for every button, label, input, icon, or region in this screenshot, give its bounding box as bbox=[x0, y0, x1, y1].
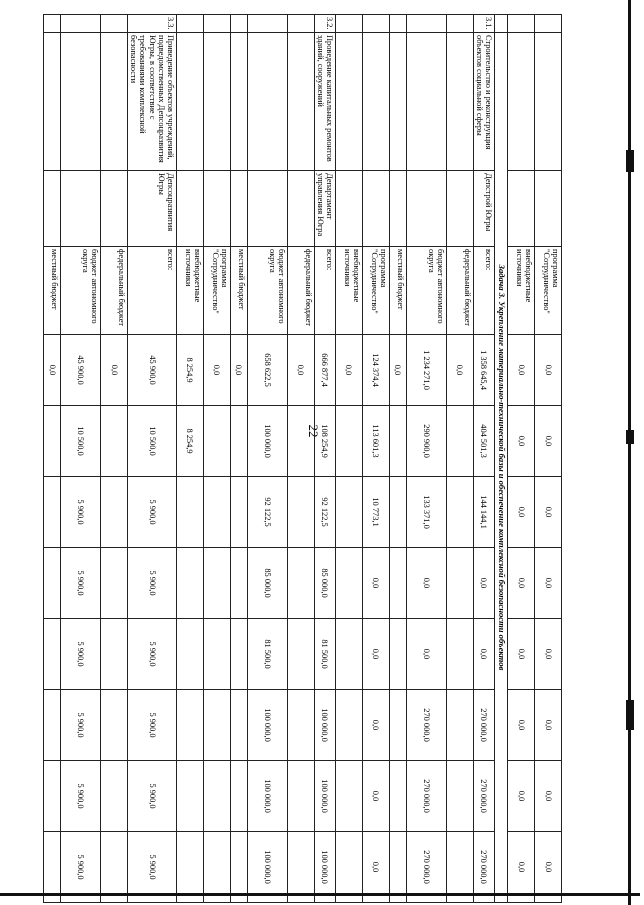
table-row bbox=[473, 15, 494, 903]
activity-name bbox=[44, 33, 61, 171]
responsible-org bbox=[230, 171, 247, 247]
amount-cell bbox=[389, 690, 406, 761]
row-number bbox=[508, 15, 535, 33]
amount-cell bbox=[287, 548, 314, 619]
amount-cell: 0,0 bbox=[508, 548, 535, 619]
amount-cell: 0,0 bbox=[362, 548, 389, 619]
amount-cell: 5 900,0 bbox=[128, 690, 176, 761]
funding-source: местный бюджет bbox=[389, 247, 406, 335]
amount-cell bbox=[44, 761, 61, 832]
row-number: 3.3. bbox=[128, 15, 176, 33]
scan-bottom-line bbox=[0, 893, 640, 896]
amount-cell bbox=[287, 761, 314, 832]
funding-source: бюджет автономного округа bbox=[406, 247, 446, 335]
amount-cell: 10 500,0 bbox=[61, 406, 101, 477]
amount-cell: 100 000,0 bbox=[314, 832, 335, 903]
activity-name bbox=[176, 33, 203, 171]
amount-cell: 100 000,0 bbox=[247, 832, 287, 903]
activity-name bbox=[203, 33, 230, 171]
table-row bbox=[335, 15, 362, 903]
amount-cell: 85 000,0 bbox=[247, 548, 287, 619]
amount-cell: 0,0 bbox=[287, 335, 314, 406]
amount-cell: 1 358 645,4 bbox=[473, 335, 494, 406]
activity-name bbox=[61, 33, 101, 171]
amount-cell: 0,0 bbox=[508, 690, 535, 761]
amount-cell: 0,0 bbox=[508, 477, 535, 548]
responsible-org bbox=[247, 171, 287, 247]
row-number: 3.2. bbox=[314, 15, 335, 33]
amount-cell bbox=[287, 619, 314, 690]
activity-name bbox=[335, 33, 362, 171]
amount-cell: 100 000,0 bbox=[247, 761, 287, 832]
amount-cell bbox=[101, 477, 128, 548]
row-number bbox=[203, 15, 230, 33]
amount-cell bbox=[335, 690, 362, 761]
amount-cell: 5 900,0 bbox=[128, 832, 176, 903]
responsible-org bbox=[406, 171, 446, 247]
responsible-org bbox=[335, 171, 362, 247]
amount-cell bbox=[230, 761, 247, 832]
amount-cell: 124 374,4 bbox=[362, 335, 389, 406]
responsible-org bbox=[389, 171, 406, 247]
table-row bbox=[101, 15, 128, 903]
amount-cell bbox=[230, 477, 247, 548]
amount-cell: 92 122,5 bbox=[314, 477, 335, 548]
amount-cell: 0,0 bbox=[535, 832, 562, 903]
activity-name bbox=[446, 33, 473, 171]
table-wrapper bbox=[47, 14, 644, 899]
amount-cell: 100 000,0 bbox=[247, 406, 287, 477]
amount-cell: 0,0 bbox=[535, 690, 562, 761]
responsible-org bbox=[101, 171, 128, 247]
amount-cell: 0,0 bbox=[508, 335, 535, 406]
amount-cell: 0,0 bbox=[44, 335, 61, 406]
amount-cell: 1 234 271,0 bbox=[406, 335, 446, 406]
amount-cell: 0,0 bbox=[535, 335, 562, 406]
amount-cell: 404 501,3 bbox=[473, 406, 494, 477]
table-row bbox=[128, 15, 176, 903]
funding-source: федеральный бюджет bbox=[101, 247, 128, 335]
amount-cell bbox=[230, 406, 247, 477]
funding-source: федеральный бюджет bbox=[287, 247, 314, 335]
table-row bbox=[389, 15, 406, 903]
amount-cell: 0,0 bbox=[535, 761, 562, 832]
amount-cell: 5 900,0 bbox=[128, 477, 176, 548]
amount-cell: 133 371,0 bbox=[406, 477, 446, 548]
activity-name bbox=[101, 33, 128, 171]
amount-cell bbox=[287, 477, 314, 548]
amount-cell bbox=[203, 832, 230, 903]
table-row bbox=[230, 15, 247, 903]
amount-cell: 270 000,0 bbox=[406, 761, 446, 832]
rotated-table-container bbox=[47, 14, 562, 899]
amount-cell bbox=[101, 619, 128, 690]
amount-cell bbox=[335, 832, 362, 903]
table-row bbox=[61, 15, 101, 903]
amount-cell: 85 000,0 bbox=[314, 548, 335, 619]
amount-cell bbox=[389, 832, 406, 903]
activity-name bbox=[389, 33, 406, 171]
amount-cell bbox=[389, 477, 406, 548]
responsible-org: Депстрой Югры bbox=[473, 171, 494, 247]
amount-cell bbox=[446, 832, 473, 903]
amount-cell bbox=[101, 548, 128, 619]
funding-source: программа "Сотрудничество" bbox=[535, 247, 562, 335]
amount-cell: 5 900,0 bbox=[61, 690, 101, 761]
amount-cell bbox=[287, 690, 314, 761]
responsible-org bbox=[535, 171, 562, 247]
amount-cell: 5 900,0 bbox=[61, 477, 101, 548]
amount-cell: 5 900,0 bbox=[61, 761, 101, 832]
responsible-org bbox=[44, 171, 61, 247]
row-number bbox=[535, 15, 562, 33]
scan-mark bbox=[626, 150, 634, 172]
amount-cell: 81 500,0 bbox=[314, 619, 335, 690]
table-row bbox=[314, 15, 335, 903]
amount-cell: 100 000,0 bbox=[247, 690, 287, 761]
amount-cell: 5 900,0 bbox=[128, 761, 176, 832]
activity-name bbox=[535, 33, 562, 171]
row-number: 3.1. bbox=[473, 15, 494, 33]
amount-cell bbox=[101, 761, 128, 832]
amount-cell: 0,0 bbox=[406, 548, 446, 619]
amount-cell: 270 000,0 bbox=[406, 690, 446, 761]
amount-cell: 0,0 bbox=[508, 832, 535, 903]
table-row bbox=[362, 15, 389, 903]
amount-cell: 0,0 bbox=[508, 406, 535, 477]
responsible-org: Департамент управления Югра bbox=[314, 171, 335, 247]
funding-source: всего: bbox=[473, 247, 494, 335]
row-number bbox=[230, 15, 247, 33]
amount-cell: 0,0 bbox=[362, 690, 389, 761]
amount-cell: 0,0 bbox=[406, 619, 446, 690]
activity-name bbox=[247, 33, 287, 171]
amount-cell bbox=[203, 477, 230, 548]
amount-cell bbox=[44, 619, 61, 690]
funding-source: программа "Сотрудничество" bbox=[362, 247, 389, 335]
funding-source: бюджет автономного округа bbox=[61, 247, 101, 335]
activity-name bbox=[230, 33, 247, 171]
scan-mark bbox=[626, 430, 634, 444]
responsible-org bbox=[446, 171, 473, 247]
amount-cell bbox=[101, 406, 128, 477]
table-row bbox=[247, 15, 287, 903]
table-row bbox=[287, 15, 314, 903]
amount-cell: 0,0 bbox=[508, 619, 535, 690]
amount-cell bbox=[335, 406, 362, 477]
amount-cell bbox=[203, 690, 230, 761]
responsible-org bbox=[362, 171, 389, 247]
amount-cell bbox=[446, 406, 473, 477]
amount-cell bbox=[44, 406, 61, 477]
amount-cell bbox=[389, 761, 406, 832]
table-row bbox=[176, 15, 203, 903]
amount-cell bbox=[176, 832, 203, 903]
funding-source: внебюджетные источники bbox=[508, 247, 535, 335]
amount-cell: 0,0 bbox=[508, 761, 535, 832]
amount-cell: 45 900,0 bbox=[128, 335, 176, 406]
table-row bbox=[406, 15, 446, 903]
amount-cell: 0,0 bbox=[335, 335, 362, 406]
amount-cell: 100 000,0 bbox=[314, 761, 335, 832]
amount-cell bbox=[176, 619, 203, 690]
amount-cell bbox=[335, 761, 362, 832]
amount-cell bbox=[287, 406, 314, 477]
amount-cell: 0,0 bbox=[535, 477, 562, 548]
funding-source: местный бюджет bbox=[230, 247, 247, 335]
amount-cell: 81 500,0 bbox=[247, 619, 287, 690]
amount-cell: 0,0 bbox=[362, 761, 389, 832]
amount-cell: 666 877,4 bbox=[314, 335, 335, 406]
activity-name bbox=[406, 33, 446, 171]
amount-cell: 0,0 bbox=[473, 548, 494, 619]
funding-source: всего: bbox=[128, 247, 176, 335]
row-number bbox=[406, 15, 446, 33]
funding-source: внебюджетные источники bbox=[176, 247, 203, 335]
amount-cell bbox=[44, 548, 61, 619]
amount-cell: 0,0 bbox=[230, 335, 247, 406]
activity-name: Приведение объектов учреждений, подведомственных Депсоцразвития Югры, в соответствие с требованиями комплексной безопасности bbox=[128, 33, 176, 171]
amount-cell: 8 254,9 bbox=[176, 335, 203, 406]
row-number bbox=[44, 15, 61, 33]
amount-cell: 0,0 bbox=[362, 832, 389, 903]
row-number bbox=[101, 15, 128, 33]
activity-name bbox=[508, 33, 535, 171]
row-number bbox=[362, 15, 389, 33]
amount-cell bbox=[446, 619, 473, 690]
amount-cell bbox=[176, 690, 203, 761]
table-row bbox=[203, 15, 230, 903]
amount-cell: 270 000,0 bbox=[406, 832, 446, 903]
table-row bbox=[508, 15, 535, 903]
row-number bbox=[446, 15, 473, 33]
amount-cell: 5 900,0 bbox=[61, 548, 101, 619]
amount-cell bbox=[389, 619, 406, 690]
amount-cell bbox=[389, 406, 406, 477]
amount-cell bbox=[446, 548, 473, 619]
task-header-num-cell bbox=[495, 15, 508, 33]
amount-cell: 10 500,0 bbox=[128, 406, 176, 477]
amount-cell bbox=[101, 690, 128, 761]
page-number: 22 bbox=[306, 424, 321, 438]
amount-cell: 0,0 bbox=[389, 335, 406, 406]
activity-name bbox=[287, 33, 314, 171]
amount-cell bbox=[287, 832, 314, 903]
amount-cell: 270 000,0 bbox=[473, 761, 494, 832]
responsible-org: Депсоцразвития Югры bbox=[128, 171, 176, 247]
amount-cell bbox=[176, 548, 203, 619]
amount-cell: 0,0 bbox=[535, 548, 562, 619]
amount-cell bbox=[44, 477, 61, 548]
amount-cell: 0,0 bbox=[535, 406, 562, 477]
responsible-org bbox=[203, 171, 230, 247]
row-number bbox=[287, 15, 314, 33]
amount-cell: 270 000,0 bbox=[473, 690, 494, 761]
task-header-row bbox=[495, 15, 508, 903]
funding-source: местный бюджет bbox=[44, 247, 61, 335]
funding-source: федеральный бюджет bbox=[446, 247, 473, 335]
funding-source: программа "Сотрудничество" bbox=[203, 247, 230, 335]
amount-cell: 5 900,0 bbox=[128, 548, 176, 619]
row-number bbox=[176, 15, 203, 33]
scan-mark bbox=[626, 700, 634, 730]
table-row bbox=[446, 15, 473, 903]
amount-cell bbox=[203, 619, 230, 690]
amount-cell bbox=[230, 690, 247, 761]
activity-name: Проведение капитальных ремонтов зданий, сооружений bbox=[314, 33, 335, 171]
responsible-org bbox=[508, 171, 535, 247]
amount-cell bbox=[446, 690, 473, 761]
amount-cell: 658 622,5 bbox=[247, 335, 287, 406]
row-number bbox=[247, 15, 287, 33]
table-row bbox=[535, 15, 562, 903]
amount-cell: 100 000,0 bbox=[314, 690, 335, 761]
amount-cell: 8 254,9 bbox=[176, 406, 203, 477]
row-number bbox=[335, 15, 362, 33]
amount-cell bbox=[101, 832, 128, 903]
amount-cell bbox=[44, 690, 61, 761]
amount-cell: 0,0 bbox=[535, 619, 562, 690]
amount-cell: 270 000,0 bbox=[473, 832, 494, 903]
amount-cell bbox=[176, 477, 203, 548]
amount-cell: 92 122,5 bbox=[247, 477, 287, 548]
amount-cell: 0,0 bbox=[203, 335, 230, 406]
amount-cell: 113 601,3 bbox=[362, 406, 389, 477]
amount-cell bbox=[389, 548, 406, 619]
funding-source: всего: bbox=[314, 247, 335, 335]
amount-cell bbox=[230, 832, 247, 903]
amount-cell bbox=[446, 477, 473, 548]
amount-cell: 0,0 bbox=[446, 335, 473, 406]
row-number bbox=[389, 15, 406, 33]
funding-table bbox=[43, 14, 562, 903]
funding-source: бюджет автономного округа bbox=[247, 247, 287, 335]
amount-cell bbox=[335, 619, 362, 690]
amount-cell: 5 900,0 bbox=[61, 832, 101, 903]
amount-cell bbox=[203, 761, 230, 832]
amount-cell: 0,0 bbox=[101, 335, 128, 406]
amount-cell bbox=[176, 761, 203, 832]
amount-cell: 0,0 bbox=[473, 619, 494, 690]
amount-cell bbox=[446, 761, 473, 832]
amount-cell: 108 254,9 bbox=[314, 406, 335, 477]
amount-cell: 10 773,1 bbox=[362, 477, 389, 548]
amount-cell: 144 144,1 bbox=[473, 477, 494, 548]
scan-edge-line bbox=[628, 0, 631, 905]
amount-cell bbox=[335, 477, 362, 548]
amount-cell bbox=[230, 619, 247, 690]
responsible-org bbox=[287, 171, 314, 247]
row-number bbox=[61, 15, 101, 33]
amount-cell: 45 900,0 bbox=[61, 335, 101, 406]
amount-cell: 290 900,0 bbox=[406, 406, 446, 477]
activity-name: Строительство и реконструкция объектов социальной сферы bbox=[473, 33, 494, 171]
amount-cell: 5 900,0 bbox=[128, 619, 176, 690]
activity-name bbox=[362, 33, 389, 171]
task-header: Задача 3. Укрепление материально-технической базы и обеспечение комплексной безопасности объектов bbox=[495, 33, 508, 903]
amount-cell bbox=[335, 548, 362, 619]
table-row bbox=[44, 15, 61, 903]
amount-cell bbox=[230, 548, 247, 619]
amount-cell bbox=[203, 548, 230, 619]
amount-cell: 5 900,0 bbox=[61, 619, 101, 690]
amount-cell bbox=[203, 406, 230, 477]
responsible-org bbox=[176, 171, 203, 247]
amount-cell bbox=[44, 832, 61, 903]
amount-cell: 0,0 bbox=[362, 619, 389, 690]
responsible-org bbox=[61, 171, 101, 247]
table-body bbox=[44, 15, 562, 903]
funding-source: внебюджетные источники bbox=[335, 247, 362, 335]
